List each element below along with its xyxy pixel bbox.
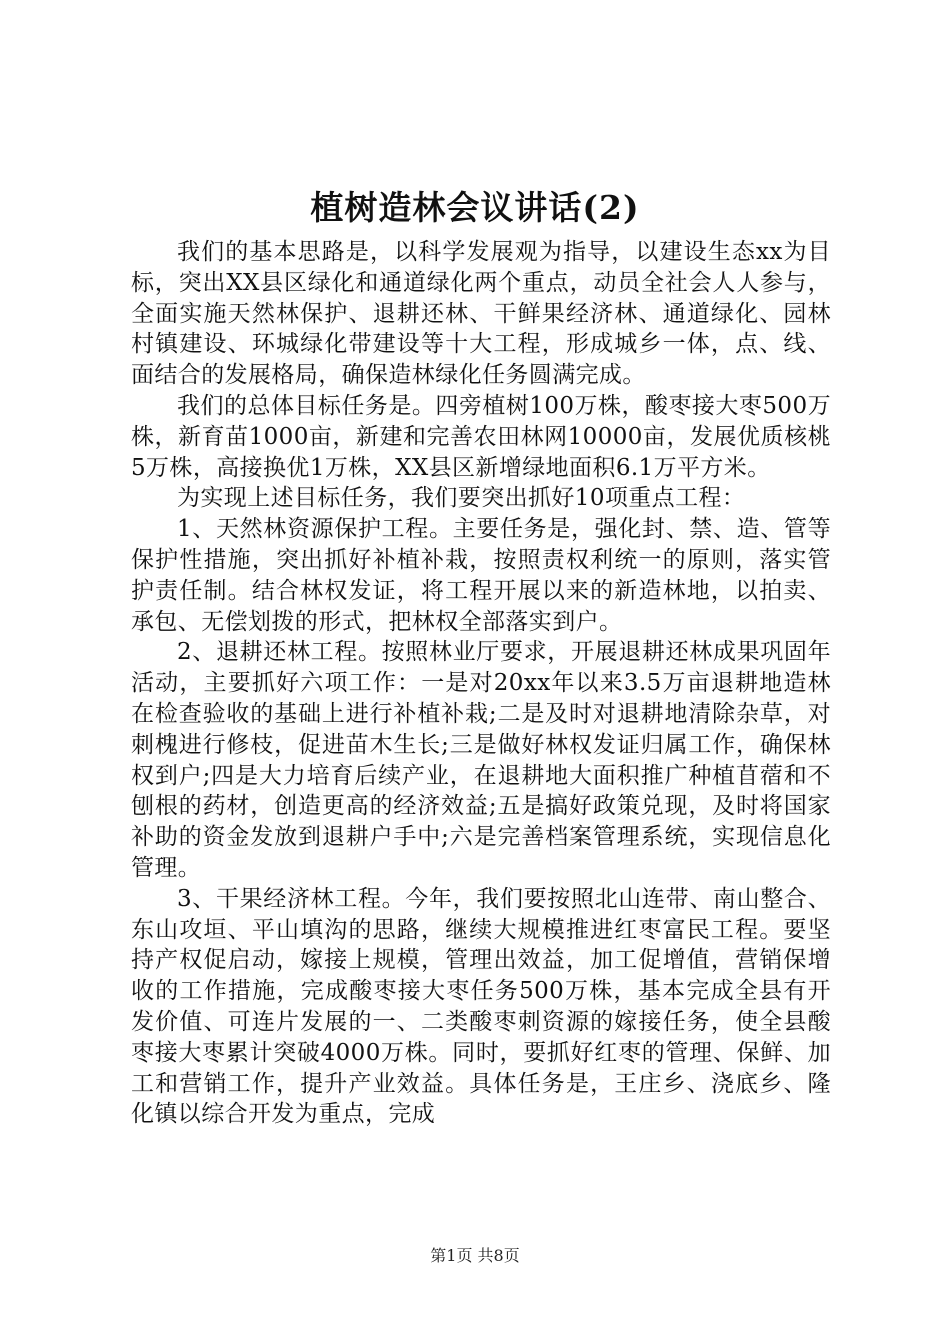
paragraph-overall-targets: 我们的总体目标任务是。四旁植树100万株，酸枣接大枣500万株，新育苗1000亩，新建和完善农田林网10000亩，发展优质核桃5万株，高接换优1万株，XX县区新增绿地面积6.1万平方米。 xyxy=(131,392,831,481)
paragraph-natural-forest-protection: 1、天然林资源保护工程。主要任务是，强化封、禁、造、管等保护性措施，突出抓好补植补栽，按照责权利统一的原则，落实管护责任制。结合林权发证，将工程开展以来的新造林地，以拍卖、承包、无偿划拨的形式，把林权全部落实到户。 xyxy=(131,516,831,635)
paragraph-basic-approach: 我们的基本思路是，以科学发展观为指导，以建设生态xx为目标，突出XX县区绿化和通道绿化两个重点，动员全社会人人参与，全面实施天然林保护、退耕还林、干鲜果经济林、通道绿化、园林村镇建设、环城绿化带建设等十大工程，形成城乡一体，点、线、面结合的发展格局，确保造林绿化任务圆满完成。 xyxy=(131,239,831,389)
page-footer: 第1页 共8页 xyxy=(430,1246,520,1265)
document-body xyxy=(131,237,831,1130)
paragraph-key-projects-intro: 为实现上述目标任务，我们要突出抓好10项重点工程： xyxy=(177,485,746,512)
paragraph-dry-fruit-forest: 3、干果经济林工程。今年，我们要按照北山连带、南山整合、东山攻垣、平山填沟的思路，继续大规模推进红枣富民工程。要坚持产权促启动，嫁接上规模，管理出效益，加工促增值，营销保增收的工作措施，完成酸枣接大枣任务500万株，基本完成全县有开发价值、可连片发展的一、二类酸枣刺资源的嫁接任务，使全县酸枣接大枣累计突破4000万株。同时，要抓好红枣的管理、保鲜、加工和营销工作，提升产业效益。具体任务是，王庄乡、浇底乡、隆化镇以综合开发为重点，完成 xyxy=(131,885,831,1128)
paragraph-grain-to-forest: 2、退耕还林工程。按照林业厅要求，开展退耕还林成果巩固年活动，主要抓好六项工作：一是对20xx年以来3.5万亩退耕地造林在检查验收的基础上进行补植补栽;二是及时对退耕地清除杂草，对刺槐进行修枝，促进苗木生长;三是做好林权发证归属工作，确保林权到户;四是大力培育后续产业，在退耕地大面积推广种植苜蓿和不刨根的药材，创造更高的经济效益;五是搞好政策兑现，及时将国家补助的资金发放到退耕户手中;六是完善档案管理系统，实现信息化管理。 xyxy=(131,639,831,881)
document-title: 植树造林会议讲话(2) xyxy=(310,188,640,227)
